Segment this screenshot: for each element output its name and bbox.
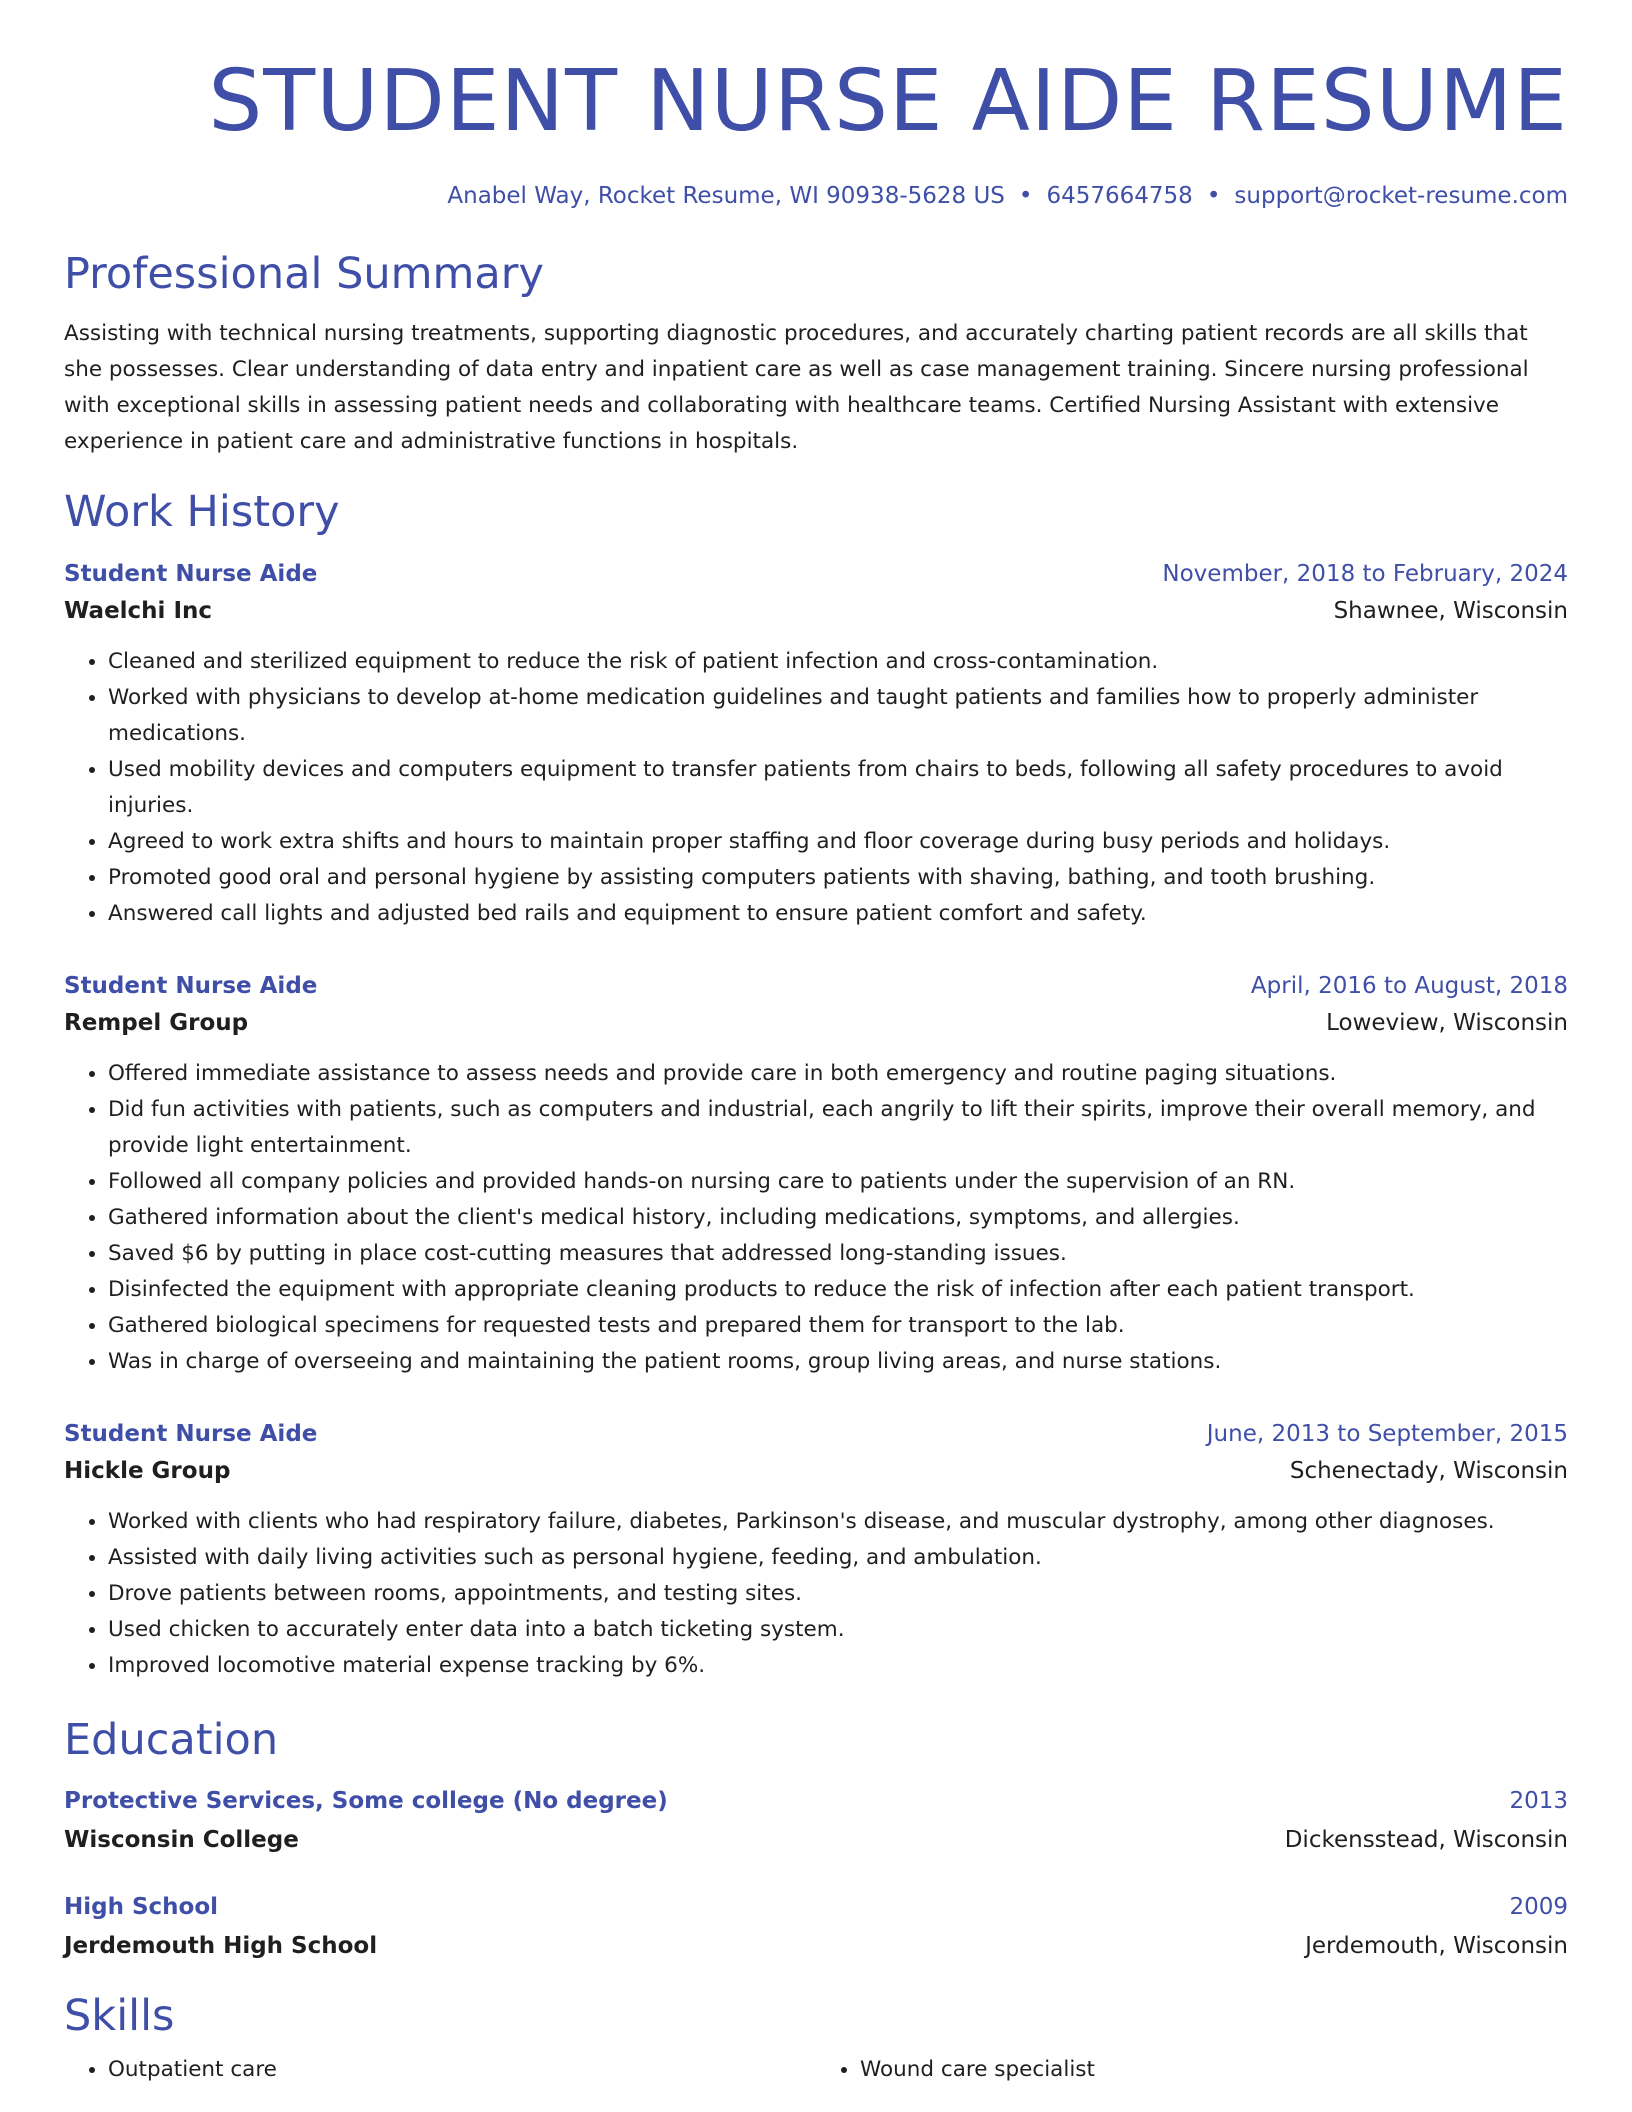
- contact-phone: 6457664758: [1046, 183, 1193, 209]
- job-bullet: • Saved $6 by putting in place cost-cutting measures that addressed long-standing issues.: [108, 1236, 1568, 1272]
- job-bullet: • Used mobility devices and computers equipment to transfer patients from chairs to beds, following all safety procedures to avoid injuries.: [108, 752, 1568, 824]
- job-bullets: [64, 1504, 1568, 1684]
- job-bullet: • Assisted with daily living activities such as personal hygiene, feeding, and ambulation.: [108, 1540, 1568, 1576]
- job-dates: June, 2013 to September, 2015: [1206, 1421, 1568, 1447]
- education-degree: Protective Services, Some college (No degree): [64, 1788, 668, 1814]
- job-bullet: • Disinfected the equipment with appropriate cleaning products to reduce the risk of infection after each patient transport.: [108, 1272, 1568, 1308]
- job-title: Student Nurse Aide: [64, 1421, 318, 1447]
- resume-name: STUDENT NURSE AIDE RESUME: [208, 52, 1568, 151]
- job-bullet: • Did fun activities with patients, such as computers and industrial, each angrily to lift their spirits, improve their overall memory, and provide light entertainment.: [108, 1092, 1568, 1164]
- education-school: Wisconsin College: [64, 1827, 299, 1853]
- skills-column-left: [64, 2052, 816, 2088]
- job-entry: [64, 1416, 1568, 1684]
- job-bullet: • Improved locomotive material expense tracking by 6%.: [108, 1648, 1568, 1684]
- job-company: Hickle Group: [64, 1458, 231, 1484]
- job-title: Student Nurse Aide: [64, 973, 318, 999]
- job-location: Loweview, Wisconsin: [1326, 1010, 1568, 1036]
- job-company: Rempel Group: [64, 1010, 249, 1036]
- job-bullets: [64, 1056, 1568, 1380]
- contact-separator: •: [1018, 183, 1033, 209]
- job-dates: April, 2016 to August, 2018: [1250, 973, 1568, 999]
- job-bullet: • Agreed to work extra shifts and hours to maintain proper staffing and floor coverage during busy periods and holidays.: [108, 824, 1568, 860]
- job-entry: [64, 968, 1568, 1380]
- job-bullet: • Cleaned and sterilized equipment to reduce the risk of patient infection and cross-contamination.: [108, 644, 1568, 680]
- job-location: Shawnee, Wisconsin: [1333, 598, 1568, 624]
- skill-item: • Wound care specialist: [860, 2052, 1568, 2088]
- job-bullet: • Used chicken to accurately enter data into a batch ticketing system.: [108, 1612, 1568, 1648]
- job-bullet: • Answered call lights and adjusted bed rails and equipment to ensure patient comfort and safety.: [108, 896, 1568, 932]
- job-bullet: • Promoted good oral and personal hygiene by assisting computers patients with shaving, bathing, and tooth brushing.: [108, 860, 1568, 896]
- contact-separator: •: [1206, 183, 1221, 209]
- job-bullet: • Gathered biological specimens for requested tests and prepared them for transport to the lab.: [108, 1308, 1568, 1344]
- summary-heading: Professional Summary: [64, 249, 544, 299]
- job-entry: [64, 556, 1568, 932]
- contact-line: [64, 180, 1568, 212]
- skills-heading: Skills: [64, 1991, 175, 2041]
- education-location: Dickensstead, Wisconsin: [1284, 1827, 1568, 1853]
- education-degree: High School: [64, 1894, 219, 1920]
- contact-address: Anabel Way, Rocket Resume, WI 90938-5628 US: [447, 183, 1005, 209]
- education-location: Jerdemouth, Wisconsin: [1305, 1933, 1568, 1959]
- job-bullet: • Worked with physicians to develop at-home medication guidelines and taught patients and families how to properly administer medications.: [108, 680, 1568, 752]
- job-bullet: • Followed all company policies and provided hands-on nursing care to patients under the supervision of an RN.: [108, 1164, 1568, 1200]
- job-dates: November, 2018 to February, 2024: [1162, 561, 1568, 587]
- job-bullet: • Offered immediate assistance to assess needs and provide care in both emergency and routine paging situations.: [108, 1056, 1568, 1092]
- job-bullets: [64, 644, 1568, 932]
- education-entry: [64, 1782, 1568, 1860]
- job-bullet: • Drove patients between rooms, appointments, and testing sites.: [108, 1576, 1568, 1612]
- education-school: Jerdemouth High School: [64, 1933, 378, 1959]
- job-bullet: • Was in charge of overseeing and maintaining the patient rooms, group living areas, and nurse stations.: [108, 1344, 1568, 1380]
- work-history-heading: Work History: [64, 487, 340, 537]
- contact-email: support@rocket-resume.com: [1234, 183, 1568, 209]
- job-bullet: • Worked with clients who had respiratory failure, diabetes, Parkinson's disease, and muscular dystrophy, among other diagnoses.: [108, 1504, 1568, 1540]
- skill-item: • Outpatient care: [108, 2052, 816, 2088]
- job-bullet: • Gathered information about the client's medical history, including medications, symptoms, and allergies.: [108, 1200, 1568, 1236]
- skills-list: [64, 2052, 1568, 2088]
- education-year: 2009: [1509, 1894, 1568, 1920]
- education-entry: [64, 1888, 1568, 1966]
- resume-header: [64, 0, 1568, 212]
- summary-text: Assisting with technical nursing treatments, supporting diagnostic procedures, and accurately charting patient records are all skills that she possesses. Clear understanding of data entry and inpatient care as well as case management training. Sincere nursing professional with exceptional skills in assessing patient needs and collaborating with healthcare teams. Certified Nursing Assistant with extensive experience in patient care and administrative functions in hospitals.: [64, 321, 1529, 454]
- job-title: Student Nurse Aide: [64, 561, 318, 587]
- education-year: 2013: [1509, 1788, 1568, 1814]
- job-location: Schenectady, Wisconsin: [1289, 1458, 1568, 1484]
- skills-column-right: [816, 2052, 1568, 2088]
- job-company: Waelchi Inc: [64, 598, 213, 624]
- education-heading: Education: [64, 1715, 279, 1765]
